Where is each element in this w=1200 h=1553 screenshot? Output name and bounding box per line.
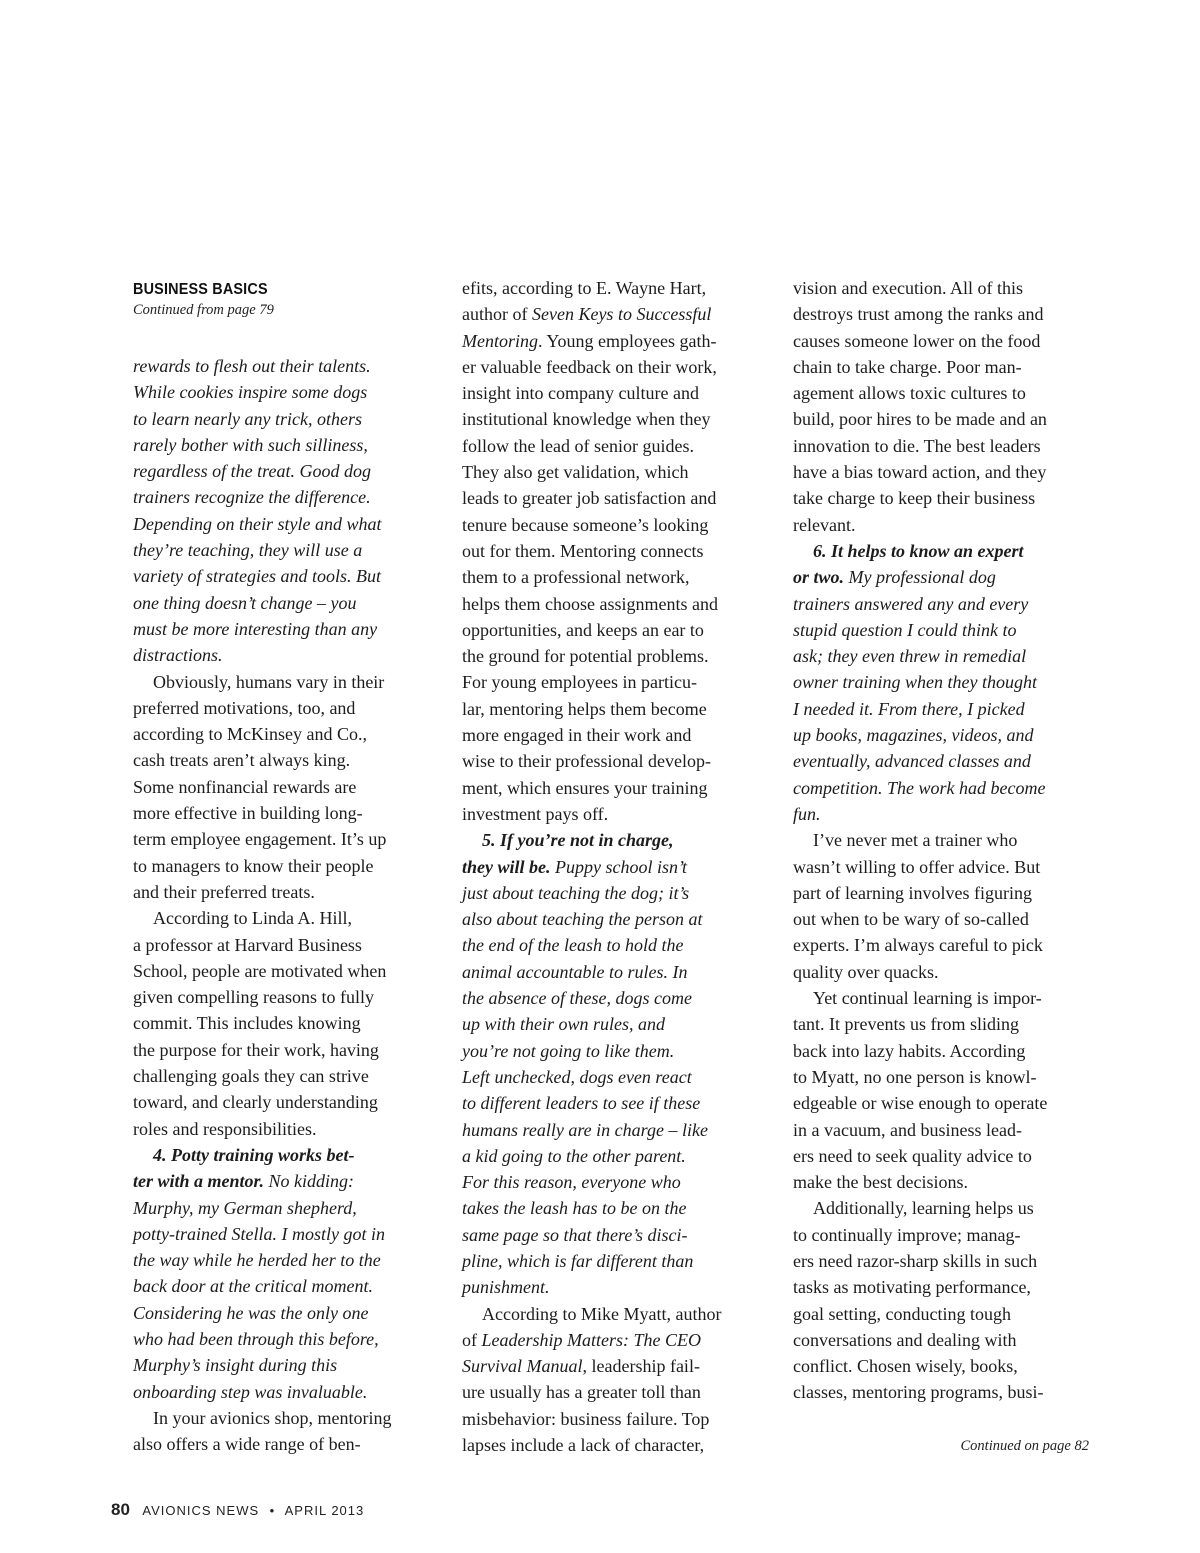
text-span: or two.	[793, 567, 845, 588]
section-label: BUSINESS BASICS	[133, 281, 268, 298]
text-line: in a vacuum, and business lead-	[793, 1119, 1022, 1140]
text-line: ure usually has a greater toll than	[462, 1382, 701, 1403]
text-span: author of	[462, 304, 532, 325]
text-line	[133, 1168, 433, 1194]
text-line: onboarding step was invaluable.	[133, 1381, 368, 1402]
magazine-name: AVIONICS NEWS	[142, 1503, 260, 1518]
text-line: Considering he was the only one	[133, 1302, 369, 1323]
text-line: out when to be wary of so-called	[793, 909, 1029, 930]
text-line: Left unchecked, dogs even react	[462, 1066, 692, 1087]
text-line: chain to take charge. Poor man-	[793, 356, 1022, 377]
text-span: Puppy school isn’t	[550, 856, 687, 877]
text-line: to managers to know their people	[133, 855, 374, 876]
footer-separator: •	[269, 1503, 275, 1518]
text-line: roles and responsibilities.	[133, 1118, 317, 1139]
text-line: commit. This includes knowing	[133, 1013, 361, 1034]
text-line: ers need razor-sharp skills in such	[793, 1250, 1038, 1271]
text-span: they will be.	[462, 856, 551, 877]
text-span: No kidding:	[264, 1171, 355, 1192]
text-line: regardless of the treat. Good dog	[133, 461, 371, 482]
text-line: 4. Potty training works bet-	[153, 1144, 355, 1165]
text-line: For this reason, everyone who	[462, 1172, 681, 1193]
text-line: I’ve never met a trainer who	[813, 830, 1018, 851]
text-line: the absence of these, dogs come	[462, 988, 692, 1009]
text-line: rarely bother with such silliness,	[133, 434, 368, 455]
text-line: have a bias toward action, and they	[793, 462, 1047, 483]
text-line: agement allows toxic cultures to	[793, 383, 1026, 404]
text-line: tenure because someone’s looking	[462, 514, 709, 535]
text-line: 6. It helps to know an expert	[813, 540, 1024, 561]
continued-on-note: Continued on page 82	[960, 1438, 1089, 1454]
text-line: trainers recognize the difference.	[133, 487, 371, 508]
text-line: pline, which is far different than	[462, 1250, 694, 1271]
text-line: causes someone lower on the food	[793, 330, 1041, 351]
text-line: to learn nearly any trick, others	[133, 408, 362, 429]
issue-date: APRIL 2013	[284, 1503, 365, 1518]
text-line: variety of strategies and tools. But	[133, 566, 381, 587]
text-line: Yet continual learning is impor-	[813, 988, 1042, 1009]
article-column-1	[133, 353, 433, 1457]
text-line: eventually, advanced classes and	[793, 751, 1031, 772]
text-line: stupid question I could think to	[793, 619, 1017, 640]
text-line: back into lazy habits. According	[793, 1040, 1026, 1061]
text-line: according to McKinsey and Co.,	[133, 724, 367, 745]
text-line: humans really are in charge – like	[462, 1119, 708, 1140]
text-line: tant. It prevents us from sliding	[793, 1014, 1019, 1035]
text-line: innovation to die. The best leaders	[793, 435, 1041, 456]
text-line: goal setting, conducting tough	[793, 1303, 1011, 1324]
text-line: rewards to flesh out their talents.	[133, 356, 371, 376]
text-line: lar, mentoring helps them become	[462, 698, 707, 719]
continued-from-note: Continued from page 79	[133, 302, 274, 318]
text-line: must be more interesting than any	[133, 618, 378, 639]
text-line: wise to their professional develop-	[462, 751, 711, 772]
text-line: destroys trust among the ranks and	[793, 304, 1044, 325]
text-line: er valuable feedback on their work,	[462, 356, 717, 377]
text-line: follow the lead of senior guides.	[462, 435, 694, 456]
text-line: who had been through this before,	[133, 1328, 379, 1349]
text-line: They also get validation, which	[462, 462, 689, 483]
text-line: Murphy, my German shepherd,	[133, 1197, 357, 1218]
text-line: they’re teaching, they will use a	[133, 540, 363, 561]
text-line: potty-trained Stella. I mostly got in	[133, 1223, 385, 1244]
text-line: the way while he herded her to the	[133, 1250, 381, 1271]
text-line: ment, which ensures your training	[462, 777, 708, 798]
text-line: vision and execution. All of this	[793, 278, 1023, 298]
text-line: a professor at Harvard Business	[133, 934, 362, 955]
text-line: build, poor hires to be made and an	[793, 409, 1047, 430]
text-line: tasks as motivating performance,	[793, 1277, 1031, 1298]
page-footer	[111, 1500, 364, 1520]
text-line: School, people are motivated when	[133, 960, 387, 981]
text-line: punishment.	[462, 1277, 550, 1298]
text-line: more effective in building long-	[133, 803, 363, 824]
text-line: you’re not going to like them.	[462, 1040, 675, 1061]
text-line: investment pays off.	[462, 803, 609, 824]
text-line: ers need to seek quality advice to	[793, 1145, 1032, 1166]
text-line: experts. I’m always careful to pick	[793, 935, 1043, 956]
text-line: to different leaders to see if these	[462, 1093, 701, 1114]
text-line: misbehavior: business failure. Top	[462, 1408, 710, 1429]
text-line: term employee engagement. It’s up	[133, 829, 387, 850]
text-line: In your avionics shop, mentoring	[153, 1407, 392, 1428]
page-number: 80	[111, 1500, 130, 1519]
text-line: toward, and clearly understanding	[133, 1092, 378, 1113]
text-line: Murphy’s insight during this	[133, 1355, 338, 1376]
text-line: animal accountable to rules. In	[462, 961, 688, 982]
text-span: Mentoring	[462, 330, 538, 351]
text-line: helps them choose assignments and	[462, 593, 718, 614]
text-line: just about teaching the dog; it’s	[462, 882, 690, 903]
text-line: the purpose for their work, having	[133, 1039, 379, 1060]
text-line: cash treats aren’t always king.	[133, 750, 351, 771]
text-span: . Young employees gath-	[538, 330, 717, 351]
text-line: competition. The work had become	[793, 777, 1046, 798]
text-line: challenging goals they can strive	[133, 1066, 369, 1087]
text-line: to continually improve; manag-	[793, 1224, 1021, 1245]
text-line: edgeable or wise enough to operate	[793, 1093, 1048, 1114]
text-span: , leadership fail-	[582, 1356, 700, 1377]
text-line: the end of the leash to hold the	[462, 935, 684, 956]
text-line: same page so that there’s disci-	[462, 1224, 688, 1245]
text-span: of	[462, 1329, 482, 1350]
text-line: classes, mentoring programs, busi-	[793, 1382, 1044, 1403]
article-column-2	[462, 275, 762, 1458]
text-line	[793, 564, 1093, 590]
text-line: leads to greater job satisfaction and	[462, 488, 717, 509]
text-line: ask; they even threw in remedial	[793, 646, 1027, 667]
text-line: also about teaching the person at	[462, 909, 703, 930]
text-line: Depending on their style and what	[133, 513, 382, 534]
text-span: Leadership Matters: The CEO	[481, 1329, 701, 1350]
text-line: efits, according to E. Wayne Hart,	[462, 278, 707, 298]
text-line: insight into company culture and	[462, 383, 699, 404]
article-column-3	[793, 275, 1093, 1406]
text-line: conversations and dealing with	[793, 1329, 1017, 1350]
text-line: preferred motivations, too, and	[133, 697, 356, 718]
text-line: them to a professional network,	[462, 567, 690, 588]
text-line: up with their own rules, and	[462, 1014, 666, 1035]
text-line: make the best decisions.	[793, 1172, 968, 1193]
text-line: While cookies inspire some dogs	[133, 382, 368, 403]
text-span: ter with a mentor.	[133, 1171, 265, 1192]
text-line: trainers answered any and every	[793, 593, 1029, 614]
text-line: to Myatt, no one person is knowl-	[793, 1066, 1037, 1087]
text-line: also offers a wide range of ben-	[133, 1434, 361, 1455]
text-line	[462, 1353, 762, 1379]
text-line: quality over quacks.	[793, 961, 939, 982]
text-line: given compelling reasons to fully	[133, 987, 374, 1008]
text-line: conflict. Chosen wisely, books,	[793, 1356, 1018, 1377]
text-line: a kid going to the other parent.	[462, 1145, 686, 1166]
text-line: owner training when they thought	[793, 672, 1037, 693]
text-line: 5. If you’re not in charge,	[482, 830, 674, 851]
text-line	[462, 854, 762, 880]
text-line: back door at the critical moment.	[133, 1276, 373, 1297]
text-line: According to Linda A. Hill,	[153, 908, 352, 929]
text-line: more engaged in their work and	[462, 725, 692, 746]
text-line: relevant.	[793, 514, 856, 535]
text-line: and their preferred treats.	[133, 881, 315, 902]
text-line	[462, 301, 762, 327]
text-line: takes the leash has to be on the	[462, 1198, 687, 1219]
text-span: Survival Manual	[462, 1356, 583, 1377]
text-line: institutional knowledge when they	[462, 409, 711, 430]
text-line: According to Mike Myatt, author	[482, 1303, 722, 1324]
text-line: For young employees in particu-	[462, 672, 697, 693]
text-line: out for them. Mentoring connects	[462, 540, 704, 561]
text-line: the ground for potential problems.	[462, 646, 709, 667]
text-line: lapses include a lack of character,	[462, 1435, 705, 1456]
text-span: Seven Keys to Successful	[531, 304, 712, 325]
text-line: distractions.	[133, 645, 223, 666]
text-span: My professional dog	[844, 567, 996, 588]
text-line: wasn’t willing to offer advice. But	[793, 856, 1041, 877]
text-line: part of learning involves figuring	[793, 882, 1032, 903]
text-line	[462, 1327, 762, 1353]
text-line: I needed it. From there, I picked	[793, 698, 1025, 719]
text-line: one thing doesn’t change – you	[133, 592, 357, 613]
text-line: Obviously, humans vary in their	[153, 671, 385, 692]
text-line	[462, 328, 762, 354]
text-line: opportunities, and keeps an ear to	[462, 619, 704, 640]
text-line: fun.	[793, 803, 821, 824]
text-line: Additionally, learning helps us	[813, 1198, 1034, 1219]
text-line: take charge to keep their business	[793, 488, 1036, 509]
text-line: up books, magazines, videos, and	[793, 725, 1034, 746]
text-line: Some nonfinancial rewards are	[133, 776, 357, 797]
